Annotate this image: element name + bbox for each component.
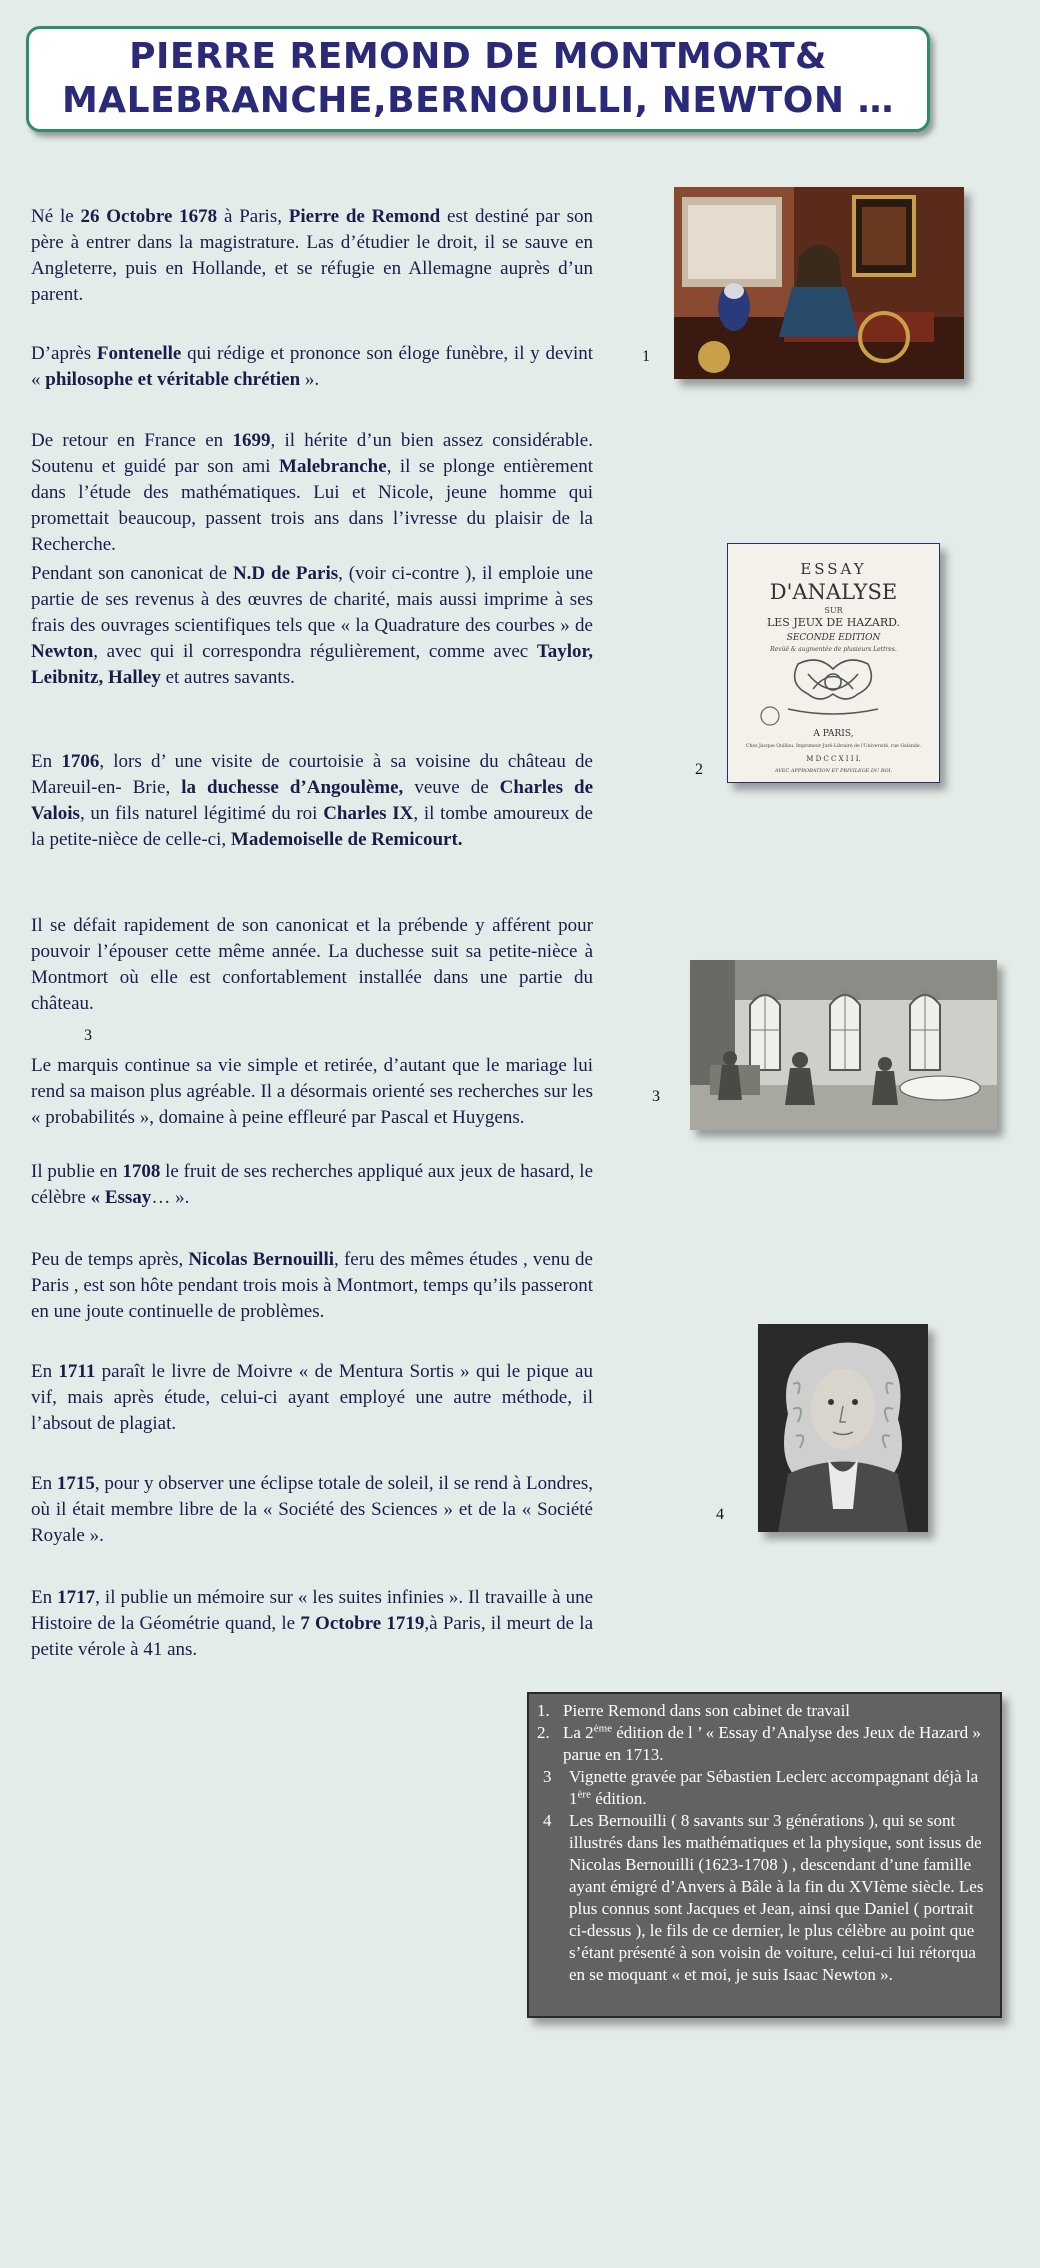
book-emblem: [788, 660, 878, 714]
image-number-3: 3: [652, 1088, 660, 1105]
bold-text: « Essay: [90, 1187, 152, 1208]
book-title-4: LES JEUX DE HAZARD.: [766, 616, 901, 629]
bold-text: Malebranche: [279, 456, 387, 477]
paragraph-essay: Il publie en 1708 le fruit de ses recherches appliqué aux jeux de hasard, le célèbre « Essay… ».: [31, 1161, 594, 1208]
bold-text: Mademoiselle de Remicourt.: [230, 829, 463, 850]
bold-text: 26 Octobre 1678: [80, 206, 218, 227]
book-title-3: SUR: [824, 606, 843, 615]
bold-text: 1706: [61, 751, 100, 772]
bold-text: Charles IX: [323, 803, 414, 824]
legend-item-4: 4 Les Bernouilli ( 8 savants sur 3 générations ), qui se sont illustrés dans les mathématiques et la physique, sont issus de Nicolas Bernouilli (1623-1708 ) , descendant d’une famille ayant émigré d’Anvers à Bâle à la fin du XVIème siècle. Les plus connus sont Jacques et Jean, ainsi que Daniel ( portrait ci-dessus ), le fils de ce dernier, le plus célèbre au point que s’étant présenté à son voisin de voiture, celui-ci lui rétorqua en se moquant « et moi, je suis Isaac Newton ».: [543, 1811, 984, 1984]
bold-text: 1699: [232, 430, 271, 451]
title-line-2: MALEBRANCHE,BERNOUILLI, NEWTON …: [61, 80, 895, 121]
bold-text: N.D de Paris: [232, 563, 339, 584]
bold-text: 1717: [57, 1587, 96, 1608]
paragraph-1717: En 1717, il publie un mémoire sur « les suites infinies ». Il travaille à une Histoire de la Géométrie quand, le 7 Octobre 1719,à Paris, il meurt de la petite vérole à 41 ans.: [31, 1587, 593, 1660]
book-publisher: Chez Jacque Quillau, Imprimeur-Juré-Libraire de l'Université, rue Galande.: [745, 744, 922, 749]
book-title-2: D'ANALYSE: [769, 580, 898, 604]
image-number-1: 1: [642, 348, 650, 365]
bold-text: Pierre de Remond: [288, 206, 441, 227]
legend-item-2: 2. La 2ème édition de l ’ « Essay d’Analyse des Jeux de Hazard » parue en 1713.: [537, 1722, 981, 1764]
book-year: M D C C X I I I.: [806, 755, 861, 763]
book-subtitle: Revûë & augmentée de plusieurs Lettres.: [770, 646, 897, 653]
bold-text: 1715: [56, 1473, 95, 1494]
paragraph-1711: En 1711 paraît le livre de Moivre « de Mentura Sortis » qui le pique au vif, mais après étude, celui-ci ayant employé une autre méthode, il l’absout de plagiat.: [31, 1361, 593, 1434]
bold-text: 1708: [122, 1161, 161, 1182]
bold-text: Fontenelle: [96, 343, 182, 364]
legend-item-3: 3 Vignette gravée par Sébastien Leclerc accompagnant déjà la 1ère édition.: [543, 1767, 979, 1808]
bold-text: 1711: [58, 1361, 96, 1382]
paragraph-return: De retour en France en 1699, il hérite d’un bien assez considérable. Soutenu et guidé par son ami Malebranche, il se plonge entièrement dans l’étude des mathématiques. Lui et Nicole, jeune homme qui promettait beaucoup, passent trois ans dans l’ivresse du plaisir de la Recherche.: [31, 430, 593, 555]
paragraph-1706: En 1706, lors d’ une visite de courtoisie à sa voisine du château de Mareuil-en- Brie, la duchesse d’Angoulème, veuve de Charles de Valois, un fils naturel légitimé du roi Charles IX, il tombe amoureux de la petite-nièce de celle-ci, Mademoiselle de Remicourt.: [31, 751, 593, 850]
bold-text: la duchesse d’Angoulème,: [181, 777, 404, 798]
vignette-engraving-image: [690, 960, 997, 1130]
paragraph-birth: Né le 26 Octobre 1678 à Paris, Pierre de Remond est destiné par son père à entrer dans la magistrature. Las d’étudier le droit, il se sauve en Angleterre, puis en Hollande, et se réfugie en Allemagne auprès d’un parent.: [31, 206, 594, 305]
bold-text: philosophe et véritable chrétien: [45, 369, 301, 390]
paragraph-1715: En 1715, pour y observer une éclipse totale de soleil, il se rend à Londres, où il était membre libre de la « Société des Sciences » et de la « Société Royale ».: [31, 1473, 593, 1546]
book-title-1: ESSAY: [800, 560, 867, 578]
book-privilege: AVEC APPROBATION ET PRIVILEGE DU ROI.: [774, 768, 893, 774]
image-number-4: 4: [716, 1506, 724, 1523]
inline-number: 3: [84, 1027, 92, 1044]
bold-text: Taylor, Leibnitz, Halley: [31, 641, 593, 688]
book-seal: [761, 707, 779, 725]
study-portrait-image: [674, 187, 964, 379]
paragraph-canonicat: Pendant son canonicat de N.D de Paris, (voir ci-contre ), il emploie une partie de ses revenus à des œuvres de charité, mais aussi imprime à ses frais des ouvrages scientifiques tels que « la Quadrature des courbes » de Newton, avec qui il correspondra régulièrement, comme avec Taylor, Leibnitz, Halley et autres savants.: [31, 563, 593, 688]
paragraph-probabilites: Le marquis continue sa vie simple et retirée, d’autant que le mariage lui rend sa maison plus agréable. Il a désormais orienté ses recherches sur les « probabilités », domaine à peine effleuré par Pascal et Huygens.: [31, 1055, 593, 1128]
legend-item-1: 1. Pierre Remond dans son cabinet de travail: [537, 1701, 851, 1720]
bold-text: Newton: [31, 641, 94, 662]
bold-text: Charles de Valois: [31, 777, 593, 824]
book-edition: SECONDE EDITION: [786, 633, 881, 643]
book-city: A PARIS,: [813, 729, 854, 739]
image-legend: [527, 1692, 1002, 2018]
bold-text: 7 Octobre 1719: [300, 1613, 425, 1634]
paragraph-bernouilli: Peu de temps après, Nicolas Bernouilli, feru des mêmes études , venu de Paris , est son hôte pendant trois mois à Montmort, temps qu’ils passeront en une joute continuelle de problèmes.: [31, 1249, 593, 1322]
book-cover-image: [727, 543, 940, 783]
bernouilli-portrait-image: [758, 1324, 928, 1532]
paragraph-fontenelle: D’après Fontenelle qui rédige et prononce son éloge funèbre, il y devint « philosophe et véritable chrétien ».: [31, 343, 593, 390]
title-box: [26, 26, 930, 132]
image-number-2: 2: [695, 761, 703, 778]
bold-text: Nicolas Bernouilli: [188, 1249, 335, 1270]
paragraph-marriage: Il se défait rapidement de son canonicat et la prébende y afférent pour pouvoir l’épouser cette même année. La duchesse suit sa petite-nièce à Montmort où elle est confortablement installée dans une partie du château.: [31, 915, 593, 1014]
title-line-1: PIERRE REMOND DE MONTMORT&: [129, 36, 827, 77]
